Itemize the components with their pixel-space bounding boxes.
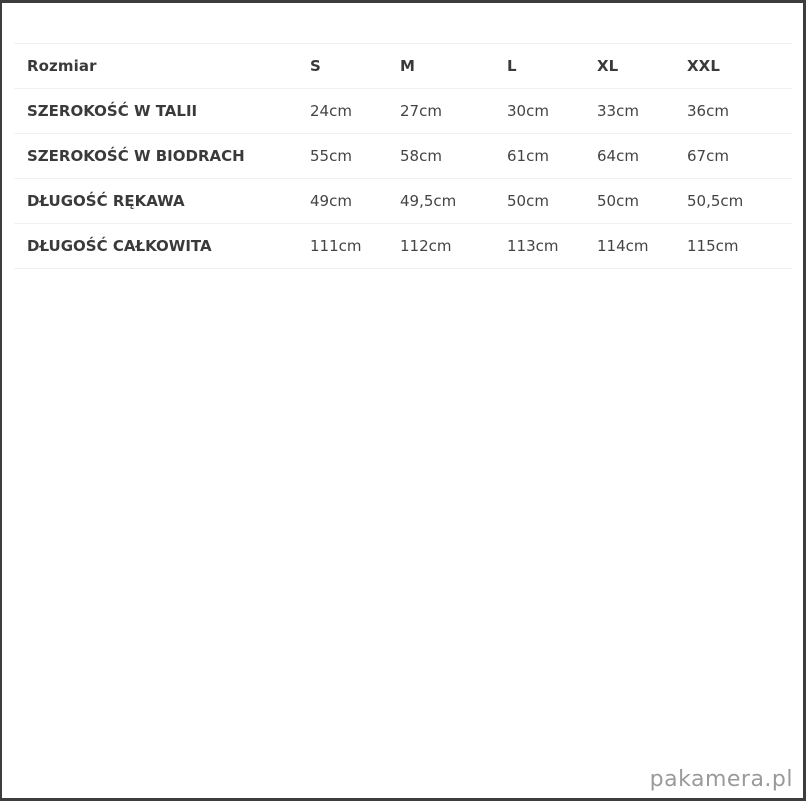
- table-cell: 111cm: [310, 237, 362, 255]
- table-row: [14, 134, 792, 179]
- table-row: [14, 179, 792, 224]
- table-cell: 50,5cm: [687, 192, 744, 210]
- table-cell: 61cm: [507, 147, 549, 165]
- table-cell: 67cm: [687, 147, 729, 165]
- table-row: [14, 224, 792, 269]
- table-cell: 36cm: [687, 102, 729, 120]
- row-label: DŁUGOŚĆ CAŁKOWITA: [27, 237, 212, 255]
- header-size-label: Rozmiar: [27, 57, 97, 75]
- table-cell: 24cm: [310, 102, 352, 120]
- header-size-m: M: [400, 57, 416, 75]
- row-label: SZEROKOŚĆ W BIODRACH: [27, 147, 245, 165]
- table-cell: 114cm: [597, 237, 649, 255]
- table-cell: 50cm: [507, 192, 549, 210]
- table-row: [14, 89, 792, 134]
- row-label: SZEROKOŚĆ W TALII: [27, 102, 198, 120]
- table-cell: 112cm: [400, 237, 452, 255]
- header-size-xxl: XXL: [687, 57, 720, 75]
- table-cell: 33cm: [597, 102, 639, 120]
- table-cell: 64cm: [597, 147, 639, 165]
- table-cell: 113cm: [507, 237, 559, 255]
- table-cell: 27cm: [400, 102, 442, 120]
- table-cell: 49,5cm: [400, 192, 457, 210]
- table-cell: 115cm: [687, 237, 739, 255]
- size-chart-table: [14, 43, 792, 269]
- table-cell: 49cm: [310, 192, 352, 210]
- table-cell: 50cm: [597, 192, 639, 210]
- row-label: DŁUGOŚĆ RĘKAWA: [27, 192, 185, 210]
- watermark-logo: pakamera.pl: [649, 767, 793, 792]
- header-size-s: S: [310, 57, 321, 75]
- table-cell: 30cm: [507, 102, 549, 120]
- header-size-l: L: [507, 57, 517, 75]
- table-cell: 55cm: [310, 147, 352, 165]
- table-cell: 58cm: [400, 147, 442, 165]
- header-size-xl: XL: [597, 57, 619, 75]
- table-header-row: [14, 44, 792, 89]
